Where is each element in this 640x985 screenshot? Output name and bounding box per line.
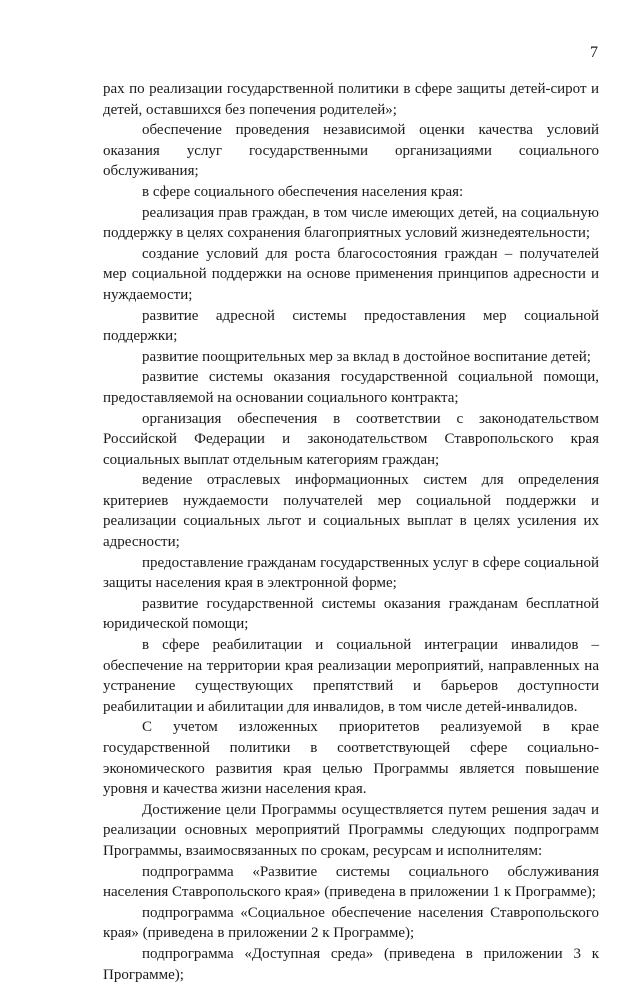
paragraph: предоставление гражданам государственных услуг в сфере социальной защиты населения края в электронной форме; [103,554,599,592]
document-body [103,79,599,985]
paragraph: Достижение цели Программы осуществляется путем решения задач и реализации основных мероприятий Программы следующих подпрограмм Программы, взаимосвязанных по срокам, ресурсам и исполнителям: [103,801,599,859]
paragraph: развитие государственной системы оказания гражданам бесплатной юридической помощи; [103,595,599,633]
paragraph: С учетом изложенных приоритетов реализуемой в крае государственной политики в соответствующей сфере социально-экономического развития края целью Программы является повышение уровня и качества жизни населения края. [103,719,599,798]
paragraph: развитие адресной системы предоставления мер социальной поддержки; [103,307,599,345]
paragraph: создание условий для роста благосостояния граждан – получателей мер социальной поддержки на основе применения принципов адресности и нуждаемости; [103,245,599,303]
paragraph: развитие системы оказания государственной социальной помощи, предоставляемой на основании социального контракта; [103,369,599,406]
paragraph: в сфере реабилитации и социальной интеграции инвалидов – обеспечение на территории края реализации мероприятий, направленных на устранение существующих препятствий и барьеров доступности реабилитации и абилитации для инвалидов, в том числе детей-инвалидов. [103,637,599,715]
paragraph: в сфере социального обеспечения населения края: [142,183,464,200]
paragraph: рах по реализации государственной политики в сфере защиты детей-сирот и детей, оставшихся без попечения родителей»; [103,81,599,118]
paragraph: развитие поощрительных мер за вклад в достойное воспитание детей; [142,348,591,365]
paragraph: реализация прав граждан, в том числе имеющих детей, на социальную поддержку в целях сохранения благоприятных условий жизнедеятельности; [103,204,599,242]
page-number: 7 [590,44,598,61]
paragraph: организация обеспечения в соответствии с законодательством Российской Федерации и законодательством Ставропольского края социальных выплат отдельным категориям граждан; [103,410,599,468]
paragraph: подпрограмма «Доступная среда» (приведена в приложении 3 к Программе); [103,945,599,983]
paragraph: обеспечение проведения независимой оценки качества условий оказания услуг государственными организациями социального обслуживания; [103,122,599,180]
paragraph: подпрограмма «Развитие системы социального обслуживания населения Ставропольского края» (приведена в приложении 1 к Программе); [103,863,599,901]
paragraph: подпрограмма «Социальное обеспечение населения Ставропольского края» (приведена в приложении 2 к Программе); [103,904,599,942]
paragraph: ведение отраслевых информационных систем для определения критериев нуждаемости получателей мер социальной поддержки и реализации социальных льгот и социальных выплат в целях усиления их адресности; [103,472,599,551]
